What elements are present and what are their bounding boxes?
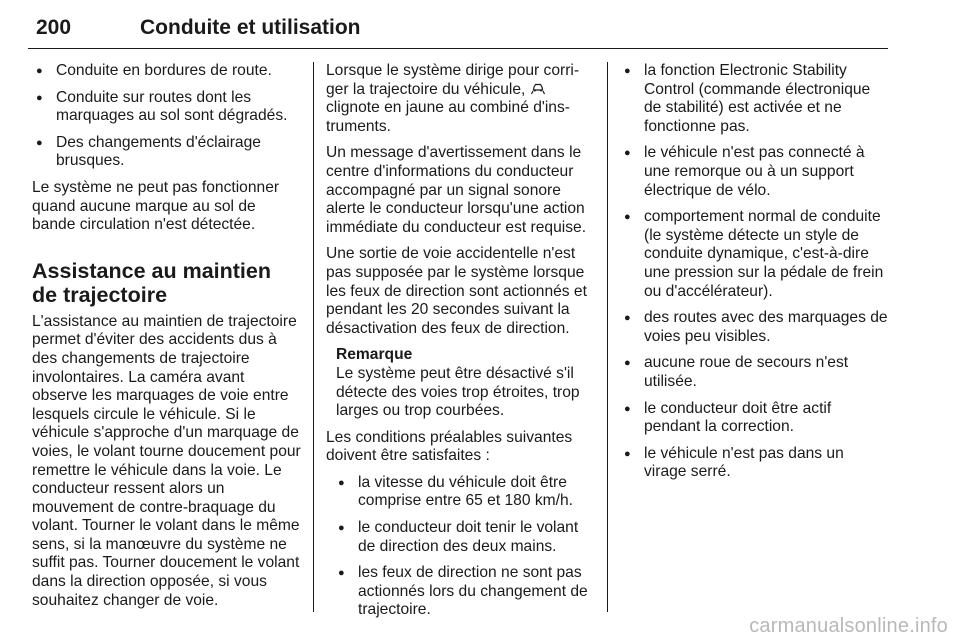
lane-keep-assist-icon (530, 82, 546, 94)
list-item: ● Conduite sur routes dont les marquages au sol sont dégradés. (32, 89, 302, 126)
column-divider (607, 62, 608, 612)
paragraph: Un message d'avertissement dans le centre d'informations du conducteur accompagné par un signal sonore alerte le conducteur lorsqu'une action immédiate du conducteur est requise. (326, 144, 587, 236)
list-item: ● le véhicule n'est pas connecté à une remorque ou à un support électrique de vélo. (620, 144, 890, 200)
note-title: Remarque (336, 346, 413, 364)
section-heading: Assistance au maintien de trajectoire (32, 258, 271, 307)
list-item: ● des routes avec des marquages de voies peu visibles. (620, 309, 890, 346)
list-item: ● comportement normal de conduite (le système détecte un style de conduite dynamique, c'est-à-dire une pression sur la pédale de frein ou d'accélérateur). (620, 208, 890, 301)
paragraph: Le système ne peut pas fonctionner quand aucune marque au sol de bande circulation n'est détectée. (32, 178, 280, 234)
paragraph: Une sortie de voie accidentelle n'est pas supposée par le système lorsque les feux de direction sont actionnés et pendant les 20 secondes suivant la désactivation des feux de direction. (326, 245, 587, 337)
note-box (326, 346, 596, 420)
paragraph: Les conditions préalables suivantes doivent être satisfaites : (326, 428, 573, 465)
column-2 (326, 62, 596, 628)
column-3 (620, 62, 890, 490)
conditions-list (32, 62, 302, 171)
page-header (28, 12, 888, 49)
prerequisites-list (326, 474, 596, 620)
paragraph (326, 62, 596, 136)
list-item: ● le conducteur doit tenir le volant de direction des deux mains. (334, 519, 596, 556)
column-1 (32, 62, 302, 618)
list-item: ● la vitesse du véhicule doit être comprise entre 65 et 180 km/h. (334, 474, 596, 511)
list-item: ● la fonction Electronic Stability Control (commande électronique de stabilité) est activée et ne fonctionne pas. (620, 62, 890, 136)
watermark: carmanualsonline.info (749, 615, 948, 637)
list-item: ● Des changements d'éclairage brusques. (32, 134, 302, 171)
note-text: Le système peut être désactivé s'il détecte des voies trop étroites, trop larges ou trop courbées. (336, 364, 580, 420)
page-title: Conduite et utilisation (140, 16, 361, 39)
column-divider (313, 62, 314, 612)
paragraph-text: clignote en jaune au combiné d'instruments. (326, 99, 570, 135)
prerequisites-list-continued (620, 62, 890, 482)
page-number: 200 (36, 16, 72, 39)
paragraph: L'assistance au maintien de trajectoire permet d'éviter des accidents dus à des changements de trajectoire involontaires. La caméra avant observe les marquages de voie entre lesquels circule le véhicule. Si le véhicule s'approche d'un marquage de voies, le volant tourne doucement pour remettre le véhicule dans la voie. Le conducteur ressent alors un mouvement de contre-braquage du volant. Tourner le volant dans le même sens, si la manœuvre du système ne suffit pas. Tourner doucement le volant dans la direction opposée, si vous souhaitez changer de voie. (32, 312, 301, 609)
list-item: ● le conducteur doit être actif pendant la correction. (620, 400, 890, 437)
paragraph-text: Lorsque le système dirige pour corriger la trajectoire du véhicule, (326, 62, 580, 98)
list-item: ● aucune roue de secours n'est utilisée. (620, 354, 890, 391)
list-item: ● Conduite en bordures de route. (32, 62, 302, 81)
list-item: ● le véhicule n'est pas dans un virage serré. (620, 445, 890, 482)
list-item: ● les feux de direction ne sont pas actionnés lors du changement de trajectoire. (334, 564, 596, 620)
